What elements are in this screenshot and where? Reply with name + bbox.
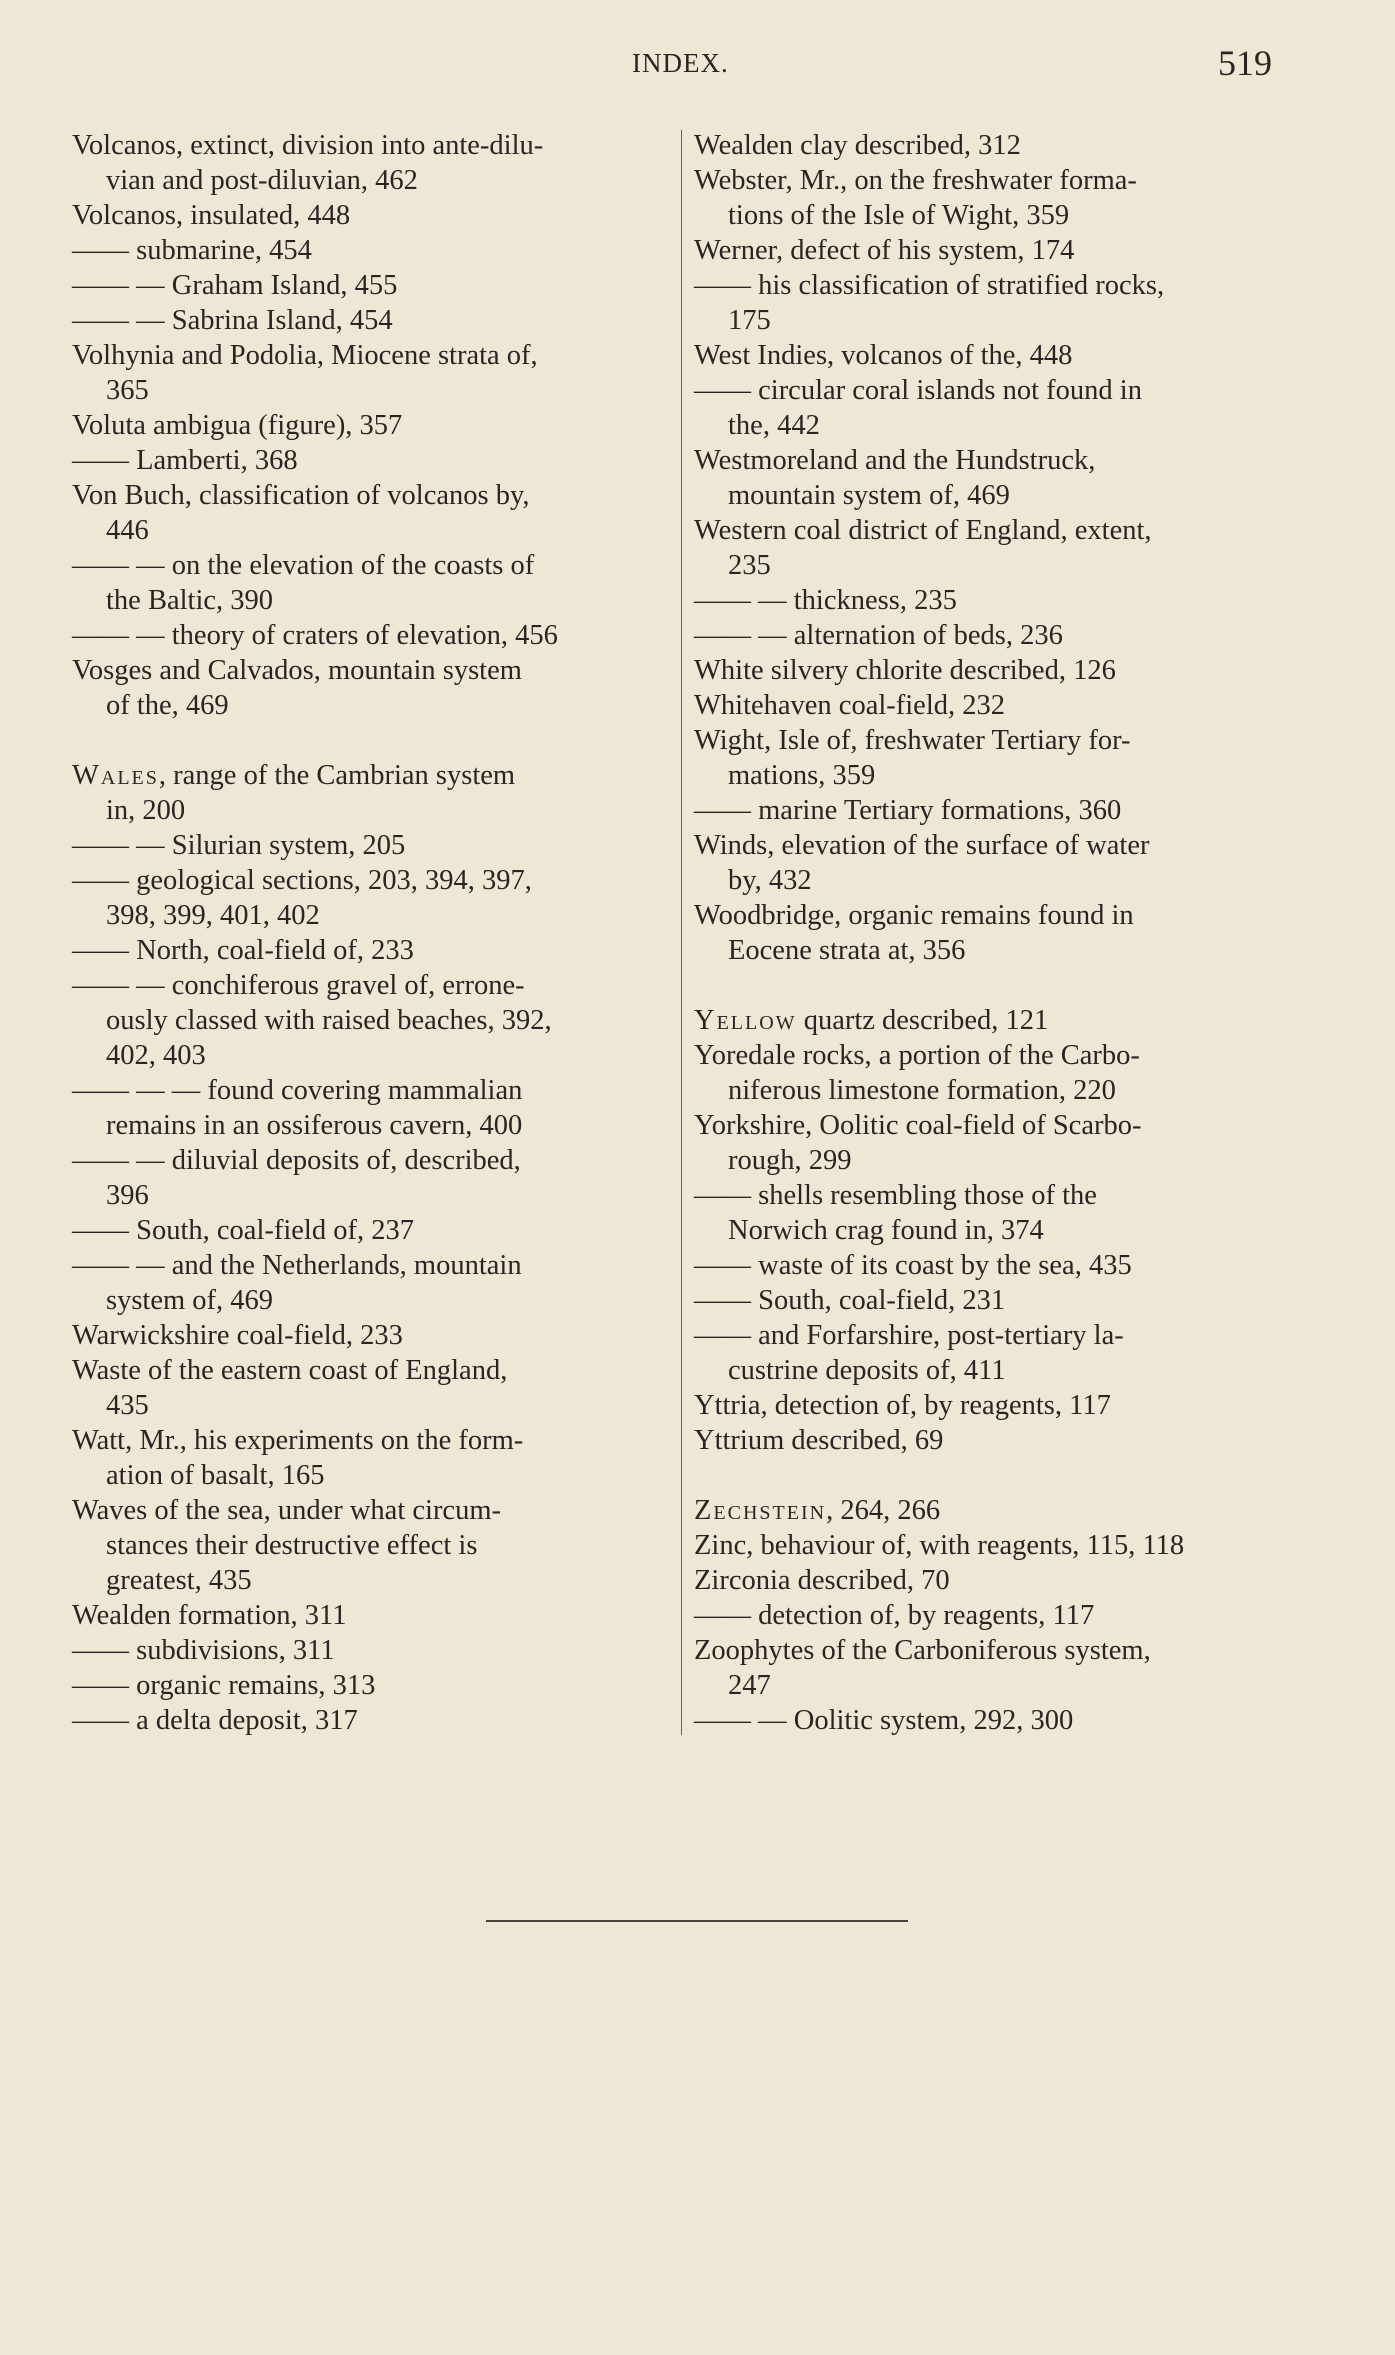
entry-text: Winds, elevation of the surface of water [694,830,1150,861]
entry-text: remains in an ossiferous cavern, 400 [106,1110,523,1141]
entry-text: rough, 299 [728,1145,852,1176]
entry-text: by, 432 [728,865,812,896]
entry-text: —— — on the elevation of the coasts of [72,550,535,581]
index-entry [694,1388,1284,1423]
entry-text: Volcanos, extinct, division into ante-dilu- [72,130,544,161]
entry-text: 247 [728,1670,771,1701]
entry-text: Yttrium described, 69 [694,1425,944,1456]
index-entry [694,793,1284,828]
entry-text: in, 200 [106,795,186,826]
index-entry-continuation [72,793,662,828]
index-entry-continuation [72,898,662,933]
index-entry [72,548,662,583]
index-entry [694,898,1284,933]
entry-text: —— detection of, by reagents, 117 [694,1600,1095,1631]
entry-text: —— — Silurian system, 205 [72,830,406,861]
entry-text: Voluta ambigua (figure), 357 [72,410,403,441]
entry-text: Watt, Mr., his experiments on the form- [72,1425,524,1456]
entry-text: Volhynia and Podolia, Miocene strata of, [72,340,538,371]
entry-text: niferous limestone formation, 220 [728,1075,1116,1106]
blank-line [694,968,1284,1003]
index-entry [694,443,1284,478]
index-entry [694,128,1284,163]
index-entry [694,1038,1284,1073]
index-entry [694,1248,1284,1283]
index-entry [694,688,1284,723]
entry-text: mations, 359 [728,760,876,791]
entry-text: 402, 403 [106,1040,206,1071]
index-entry [694,1528,1284,1563]
entry-text: —— submarine, 454 [72,235,312,266]
entry-text: —— — theory of craters of elevation, 456 [72,620,558,651]
index-entry [72,618,662,653]
entry-text: Eocene strata at, 356 [728,935,966,966]
index-entry-continuation [72,1563,662,1598]
index-entry [694,268,1284,303]
index-entry [72,198,662,233]
index-entry-continuation [694,478,1284,513]
entry-lead-word: Yellow [694,1005,797,1036]
entry-text: 175 [728,305,771,336]
index-column-right [694,128,1284,1738]
index-entry-continuation [694,933,1284,968]
entry-text: Zirconia described, 70 [694,1565,950,1596]
entry-text: —— subdivisions, 311 [72,1635,335,1666]
index-entry [694,1108,1284,1143]
entry-text: 365 [106,375,149,406]
entry-text: 435 [106,1390,149,1421]
index-entry [694,1003,1284,1038]
entry-text: ation of basalt, 165 [106,1460,325,1491]
index-entry [694,583,1284,618]
page-number: 519 [1218,43,1272,83]
index-entry-continuation [72,583,662,618]
entry-text: stances their destructive effect is [106,1530,478,1561]
index-entry [694,1633,1284,1668]
entry-text: Woodbridge, organic remains found in [694,900,1134,931]
index-column-left [72,128,662,1738]
index-entry [72,338,662,373]
entry-lead-word: Zechstein [694,1495,827,1526]
index-entry [72,758,662,793]
index-entry-continuation [72,1038,662,1073]
entry-text: Zoophytes of the Carboniferous system, [694,1635,1151,1666]
index-entry-continuation [72,373,662,408]
entry-text: —— — Sabrina Island, 454 [72,305,393,336]
entry-text: —— — alternation of beds, 236 [694,620,1063,651]
entry-text: Warwickshire coal-field, 233 [72,1320,403,1351]
entry-text: , 264, 266 [826,1495,941,1526]
index-entry [72,128,662,163]
entry-text: Wealden formation, 311 [72,1600,347,1631]
entry-text: —— his classification of stratified rocks, [694,270,1165,301]
index-entry [72,933,662,968]
index-entry-continuation [694,303,1284,338]
index-entry [72,233,662,268]
index-entry [72,1073,662,1108]
entry-text: West Indies, volcanos of the, 448 [694,340,1073,371]
index-entry [72,863,662,898]
index-entry [694,1598,1284,1633]
entry-text: Waves of the sea, under what circum- [72,1495,501,1526]
entry-text: Yttria, detection of, by reagents, 117 [694,1390,1111,1421]
index-entry [72,968,662,1003]
entry-text: Norwich crag found in, 374 [728,1215,1044,1246]
index-entry [694,1703,1284,1738]
entry-text: 396 [106,1180,149,1211]
entry-text: —— circular coral islands not found in [694,375,1142,406]
index-entry [694,1563,1284,1598]
index-entry-continuation [72,1108,662,1143]
index-entry [72,1668,662,1703]
index-entry [694,1493,1284,1528]
entry-text: Webster, Mr., on the freshwater forma- [694,165,1137,196]
entry-text: —— — Oolitic system, 292, 300 [694,1705,1074,1736]
entry-text: of the, 469 [106,690,229,721]
index-entry [694,233,1284,268]
index-entry [72,1143,662,1178]
entry-text: —— North, coal-field of, 233 [72,935,414,966]
entry-text: Volcanos, insulated, 448 [72,200,351,231]
index-entry [694,1283,1284,1318]
index-entry-continuation [694,1073,1284,1108]
entry-text: White silvery chlorite described, 126 [694,655,1116,686]
index-entry-continuation [72,1458,662,1493]
index-entry-continuation [72,1283,662,1318]
index-entry-continuation [694,1668,1284,1703]
entry-text: Whitehaven coal-field, 232 [694,690,1005,721]
index-entry [72,443,662,478]
entry-lead-word: Wales [72,760,159,791]
entry-text: 235 [728,550,771,581]
index-entry-continuation [72,1528,662,1563]
index-entry [72,1213,662,1248]
index-entry [694,828,1284,863]
column-divider [681,130,682,1735]
entry-text: —— organic remains, 313 [72,1670,376,1701]
entry-text: —— geological sections, 203, 394, 397, [72,865,532,896]
index-entry [72,1353,662,1388]
entry-text: Zinc, behaviour of, with reagents, 115, 118 [694,1530,1185,1561]
blank-line [72,723,662,758]
entry-text: —— — diluvial deposits of, described, [72,1145,521,1176]
entry-text: —— — thickness, 235 [694,585,957,616]
index-entry [694,653,1284,688]
entry-text: Western coal district of England, extent, [694,515,1152,546]
entry-text: —— marine Tertiary formations, 360 [694,795,1122,826]
index-entry [72,1423,662,1458]
index-entry [72,1318,662,1353]
index-entry-continuation [694,408,1284,443]
end-rule [486,1920,908,1922]
entry-text: —— Lamberti, 368 [72,445,298,476]
index-entry-continuation [72,163,662,198]
index-entry [72,268,662,303]
index-entry-continuation [694,758,1284,793]
entry-text: Vosges and Calvados, mountain system [72,655,522,686]
index-entry-continuation [72,1003,662,1038]
entry-text: —— South, coal-field, 231 [694,1285,1006,1316]
entry-text: —— — and the Netherlands, mountain [72,1250,522,1281]
index-entry [72,653,662,688]
index-entry-continuation [72,513,662,548]
index-entry [72,1493,662,1528]
index-entry [694,373,1284,408]
index-entry [694,1178,1284,1213]
index-entry [694,1318,1284,1353]
index-entry [694,513,1284,548]
index-entry-continuation [72,1178,662,1213]
entry-text: , range of the Cambrian system [158,760,516,791]
index-entry-continuation [694,863,1284,898]
entry-text: Werner, defect of his system, 174 [694,235,1075,266]
entry-text: —— — Graham Island, 455 [72,270,398,301]
entry-text: —— South, coal-field of, 237 [72,1215,414,1246]
index-entry [72,1598,662,1633]
entry-text: greatest, 435 [106,1565,252,1596]
index-entry [694,723,1284,758]
entry-text: —— — — found covering mammalian [72,1075,523,1106]
index-entry [72,828,662,863]
entry-text: quartz described, 121 [796,1005,1049,1036]
index-entry-continuation [694,548,1284,583]
index-entry [72,1248,662,1283]
entry-text: the, 442 [728,410,820,441]
entry-text: the Baltic, 390 [106,585,274,616]
index-entry [72,408,662,443]
entry-text: 398, 399, 401, 402 [106,900,320,931]
entry-text: ously classed with raised beaches, 392, [106,1005,552,1036]
index-entry-continuation [694,1143,1284,1178]
index-entry [72,478,662,513]
index-entry [694,618,1284,653]
index-entry-continuation [694,1353,1284,1388]
index-entry [72,1703,662,1738]
entry-text: Yorkshire, Oolitic coal-field of Scarbo- [694,1110,1142,1141]
index-entry [694,338,1284,373]
entry-text: —— — conchiferous gravel of, errone- [72,970,525,1001]
entry-text: Von Buch, classification of volcanos by, [72,480,530,511]
index-entry [694,163,1284,198]
index-entry-continuation [72,688,662,723]
blank-line [694,1458,1284,1493]
entry-text: Wealden clay described, 312 [694,130,1021,161]
entry-text: Yoredale rocks, a portion of the Carbo- [694,1040,1140,1071]
entry-text: —— a delta deposit, 317 [72,1705,358,1736]
entry-text: 446 [106,515,149,546]
entry-text: Westmoreland and the Hundstruck, [694,445,1096,476]
entry-text: custrine deposits of, 411 [728,1355,1006,1386]
index-entry [72,303,662,338]
index-entry [72,1633,662,1668]
entry-text: Waste of the eastern coast of England, [72,1355,508,1386]
index-entry [694,1423,1284,1458]
running-header: INDEX. [632,48,729,78]
entry-text: —— waste of its coast by the sea, 435 [694,1250,1132,1281]
entry-text: system of, 469 [106,1285,274,1316]
index-entry-continuation [694,1213,1284,1248]
index-entry-continuation [72,1388,662,1423]
entry-text: tions of the Isle of Wight, 359 [728,200,1070,231]
entry-text: mountain system of, 469 [728,480,1010,511]
index-entry-continuation [694,198,1284,233]
entry-text: Wight, Isle of, freshwater Tertiary for- [694,725,1131,756]
entry-text: —— shells resembling those of the [694,1180,1097,1211]
entry-text: —— and Forfarshire, post-tertiary la- [694,1320,1124,1351]
entry-text: vian and post-diluvian, 462 [106,165,418,196]
